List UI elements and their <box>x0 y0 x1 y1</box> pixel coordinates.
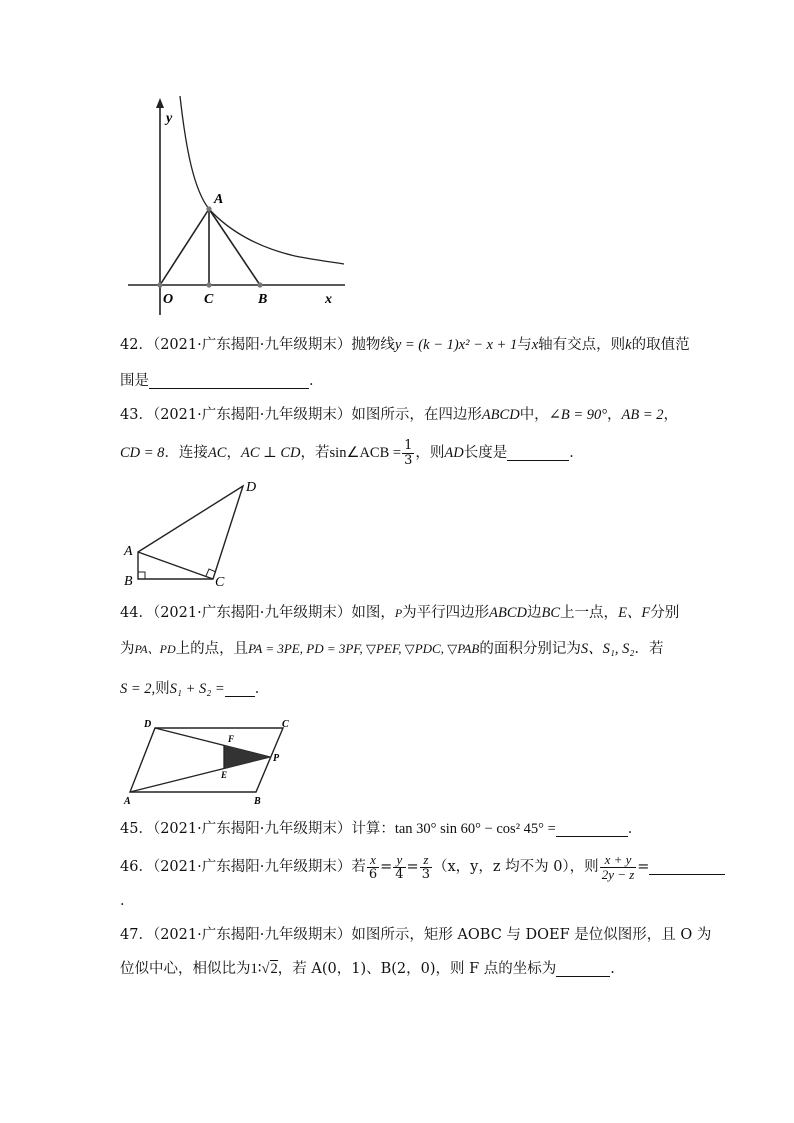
fraction-y-4 <box>393 853 405 882</box>
fraction-numerator: z <box>420 853 432 868</box>
question-number: 46． <box>120 859 153 875</box>
question-text: . <box>610 961 615 977</box>
quadrilateral-outline <box>138 486 243 579</box>
label-c: C <box>215 575 225 590</box>
question-text: ． <box>627 821 643 837</box>
question-text: ， <box>663 407 679 423</box>
answer-blank <box>556 958 610 977</box>
math-bc: BC <box>541 605 561 621</box>
segment-ab <box>209 209 260 285</box>
parabola-expression: y = (k − 1)x² − x + 1 <box>394 337 518 353</box>
question-43 <box>120 398 680 432</box>
question-text: ． <box>120 893 135 909</box>
question-source: （2021·广东揭阳·九年级期末） <box>152 605 352 621</box>
math-cd: CD = 8 <box>120 445 165 461</box>
question-text: 如图所示，矩形 AOBC 与 DOEF 是位似图形，且 O 为 <box>351 927 712 943</box>
question-number: 44． <box>120 605 153 621</box>
variable-k: k <box>625 337 632 353</box>
y-axis-arrow <box>156 98 164 108</box>
sqrt-radicand: 2 <box>270 961 278 977</box>
question-44 <box>120 596 680 630</box>
question-text: 上一点， <box>560 605 619 621</box>
math-pa-pd: PA、PD <box>134 642 176 656</box>
label-p: P <box>273 753 280 764</box>
math-s: S、S₁, S₂ <box>580 641 635 657</box>
question-text: ． <box>309 373 324 389</box>
question-source: （2021·广东揭阳·九年级期末） <box>152 337 352 353</box>
question-number: 47． <box>120 927 153 943</box>
question-text: ， <box>607 407 622 423</box>
question-text: 若 <box>351 859 366 875</box>
question-text: 位似中心，相似比为 <box>120 961 251 977</box>
question-text: ，若 A(0，1)、B(2，0)，则 F 点的坐标为 <box>277 961 557 977</box>
fraction-numerator: x <box>367 853 379 868</box>
figure-parallelogram <box>118 714 293 809</box>
question-text: 上的点，且 <box>175 641 249 657</box>
fraction-denominator: 3 <box>421 866 430 882</box>
question-text: ．连接 <box>164 445 208 461</box>
label-y: y <box>166 111 173 126</box>
question-47 <box>120 918 712 952</box>
fraction-result <box>600 853 637 882</box>
math-ef: E、F <box>618 605 651 621</box>
question-text: ．若 <box>634 641 664 657</box>
label-c: C <box>204 292 214 307</box>
question-46-line2 <box>120 884 680 918</box>
question-text: 长度是 <box>463 445 508 461</box>
label-d: D <box>246 480 257 495</box>
question-text: ，若 <box>300 445 330 461</box>
label-d: D <box>144 719 152 730</box>
question-text: 抛物线 <box>351 337 395 353</box>
question-45 <box>120 812 680 846</box>
answer-blank <box>556 818 628 837</box>
answer-blank <box>149 370 309 389</box>
fraction-denominator: 2y − z <box>601 866 635 882</box>
question-text: ， <box>226 445 241 461</box>
question-text: 为 <box>120 641 135 657</box>
math-p: P <box>394 606 403 620</box>
math-ab: AB = 2 <box>621 407 664 423</box>
answer-blank <box>225 678 255 697</box>
math-ac: AC <box>207 445 227 461</box>
label-c: C <box>282 719 289 730</box>
math-ad: AD <box>444 445 464 461</box>
question-text: 为平行四边形 <box>402 605 490 621</box>
point-a <box>206 206 211 211</box>
question-text: 计算： <box>351 821 395 837</box>
math-abcd: ABCD <box>489 605 528 621</box>
question-text: 如图所示，在四边形 <box>351 407 482 423</box>
figure-hyperbola <box>120 90 360 320</box>
question-number: 42． <box>120 337 153 353</box>
ratio-text: 1∶ <box>250 961 262 977</box>
label-o: O <box>163 292 174 307</box>
trig-expression: tan 30° sin 60° − cos² 45° = <box>394 821 556 837</box>
question-44-line3 <box>120 672 680 706</box>
fraction-one-third <box>402 439 414 468</box>
math-s-value: S = 2, <box>120 681 156 697</box>
question-text: 如图， <box>351 605 395 621</box>
question-source: （2021·广东揭阳·九年级期末） <box>152 407 352 423</box>
question-text: 则 <box>155 681 170 697</box>
segment-oa <box>160 209 209 285</box>
label-b: B <box>124 574 133 589</box>
question-text: 轴有交点，则 <box>538 337 626 353</box>
question-source: （2021·广东揭阳·九年级期末） <box>152 927 352 943</box>
label-f: F <box>228 734 235 744</box>
answer-blank <box>649 856 725 875</box>
label-b: B <box>258 292 268 307</box>
diagonal-ac <box>138 552 213 579</box>
question-42-line2 <box>120 364 680 398</box>
question-text: 边 <box>527 605 542 621</box>
question-text: 围是 <box>120 373 149 389</box>
question-44-line2 <box>120 632 680 666</box>
variable-x: x <box>531 337 539 353</box>
label-x: x <box>325 292 332 307</box>
question-text: 的取值范 <box>631 337 690 353</box>
question-47-line2 <box>120 952 680 986</box>
label-a: A <box>124 796 131 807</box>
label-a: A <box>214 192 224 207</box>
question-number: 45． <box>120 821 153 837</box>
question-text: （x，y，z 均不为 0），则 <box>432 859 599 875</box>
point-c <box>206 282 211 287</box>
fraction-numerator: y <box>393 853 405 868</box>
fraction-denominator: 4 <box>395 866 404 882</box>
question-text: 与 <box>517 337 532 353</box>
question-42 <box>120 328 690 362</box>
math-sin: sin∠ACB = <box>329 445 402 461</box>
hyperbola-curve <box>180 96 344 264</box>
right-angle-b <box>138 572 145 579</box>
fraction-denominator: 3 <box>404 452 413 468</box>
point-b <box>257 282 262 287</box>
fraction-z-3 <box>420 853 432 882</box>
sqrt-symbol: √ <box>261 961 270 977</box>
math-angle-b: ∠B = 90° <box>548 407 608 423</box>
question-text: ． <box>254 681 270 697</box>
question-46: 46．（2021·广东揭阳·九年级期末）若 $\frac{x}{6}$ = $\frac{y}{4}$ = $\frac{z}{3}$ （x，y，z 均不为 0），则 $\frac{x + y}{2y - z}$ = <box>120 850 680 884</box>
question-number: 43． <box>120 407 153 423</box>
question-text: ，则 <box>415 445 445 461</box>
label-a: A <box>124 544 133 559</box>
math-abcd: ABCD <box>481 407 520 423</box>
label-e: E <box>221 770 228 780</box>
shaded-triangle-pef <box>224 745 270 769</box>
answer-blank <box>507 442 569 461</box>
question-text: 中， <box>519 407 549 423</box>
fraction-numerator: x + y <box>600 853 637 868</box>
fraction-numerator: 1 <box>404 437 413 453</box>
question-source: （2021·广东揭阳·九年级期末） <box>152 821 352 837</box>
math-conditions: PA = 3PE, PD = 3PF, ▽PEF, ▽PDC, ▽PAB <box>248 641 480 656</box>
question-text: 的面积分别记为 <box>479 641 581 657</box>
label-b: B <box>254 796 261 807</box>
figure-quadrilateral <box>118 476 268 591</box>
fraction-x-6 <box>367 853 379 882</box>
question-text: ． <box>569 445 584 461</box>
math-perp: AC ⊥ CD <box>240 445 301 461</box>
point-o <box>157 282 162 287</box>
question-source: （2021·广东揭阳·九年级期末） <box>152 859 352 875</box>
math-s1-s2: S₁ + S₂ = <box>169 681 225 697</box>
question-43-line2 <box>120 436 680 470</box>
question-text: 分别 <box>650 605 680 621</box>
fraction-denominator: 6 <box>368 866 378 882</box>
